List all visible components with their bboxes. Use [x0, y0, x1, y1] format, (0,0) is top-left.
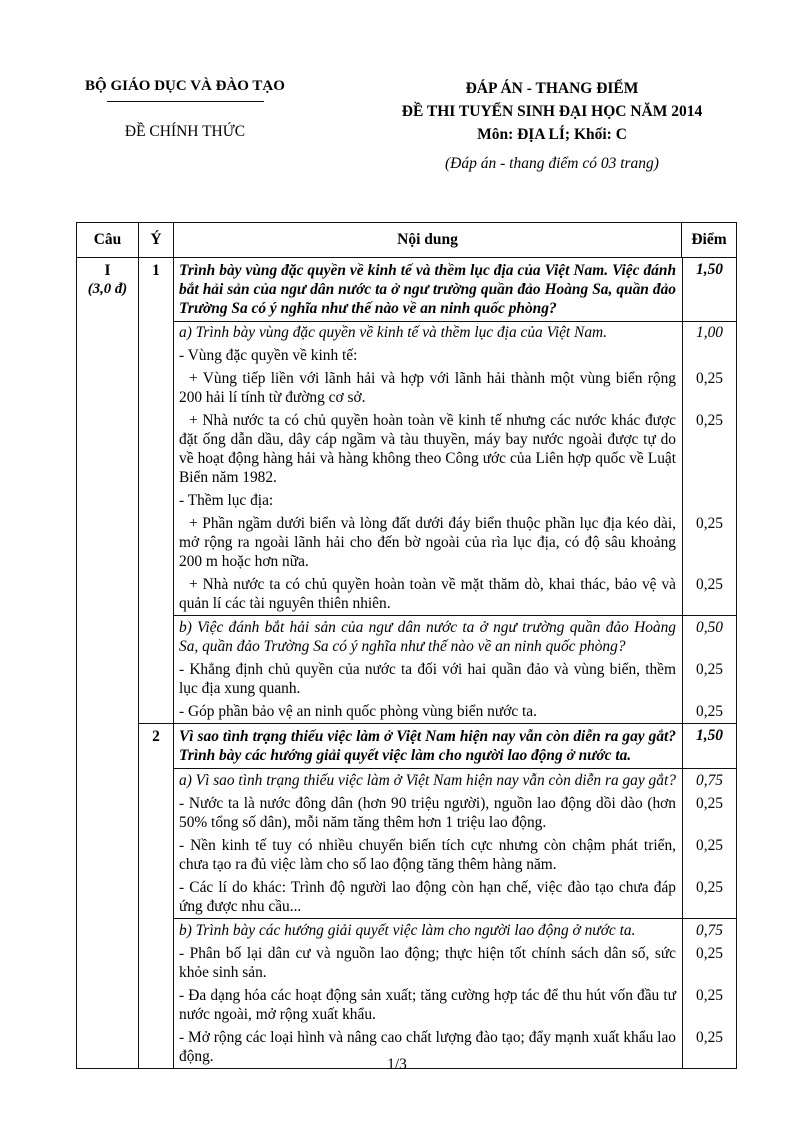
table-row [174, 942, 736, 984]
table-row [174, 769, 736, 792]
content-paragraph: + Nhà nước ta có chủ quyền hoàn toàn về mặt thăm dò, khai thác, bảo vệ và quản lí các tài nguyên thiên nhiên. [179, 576, 676, 613]
content-paragraph: - Góp phần bảo vệ an ninh quốc phòng vùng biển nước ta. [179, 703, 537, 721]
content-paragraph: a) Vì sao tình trạng thiếu việc làm ở Việt Nam hiện nay vẫn còn diễn ra gay gắt? [179, 771, 676, 789]
table-row [174, 724, 736, 768]
question-points: (3,0 đ) [87, 281, 128, 297]
header-left [70, 77, 300, 141]
content-paragraph: Trình bày vùng đặc quyền về kinh tế và thềm lục địa của Việt Nam. Việc đánh bắt hải sản của ngư dân nước ta ở ngư trường quần đảo Hoàng Sa, quần đảo Trường Sa có ý nghĩa như thế nào về an ninh quốc phòng? [179, 261, 676, 317]
table-row [174, 919, 736, 942]
score-cell: 0,25 [682, 410, 736, 490]
content-paragraph: + Vùng tiếp liền với lãnh hải và hợp với lãnh hải thành một vùng biển rộng 200 hải lí tính từ đường cơ sở. [179, 370, 676, 407]
header-underline [107, 101, 264, 102]
table-row [174, 345, 736, 368]
table-row [174, 616, 736, 658]
content-paragraph: + Phần ngầm dưới biển và lòng đất dưới đáy biển thuộc phần lục địa kéo dài, mở rộng ra ngoài lãnh hải cho đến bờ ngoài của rìa lục địa, có độ sâu khoảng 200 m hoặc hơn nữa. [179, 515, 676, 571]
content-paragraph: - Thềm lục địa: [179, 492, 274, 510]
col-header-y: Ý [139, 223, 174, 258]
score-cell: 0,25 [682, 834, 736, 876]
score-cell: 0,25 [682, 368, 736, 410]
content-paragraph: - Mở rộng các loại hình và nâng cao chất lượng đào tạo; đẩy mạnh xuất khẩu lao động. [179, 1028, 676, 1065]
answer-section [174, 723, 736, 768]
score-cell: 0,25 [682, 700, 736, 723]
score-cell: 0,25 [682, 942, 736, 984]
score-cell: 0,25 [682, 792, 736, 834]
table-row [174, 658, 736, 700]
pages-note: (Đáp án - thang điểm có 03 trang) [445, 155, 659, 172]
content-paragraph: - Các lí do khác: Trình độ người lao động còn hạn chế, việc đào tạo chưa đáp ứng được nhu cầu... [179, 878, 676, 915]
content-paragraph: a) Trình bày vùng đặc quyền về kinh tế và thềm lục địa của Việt Nam. [179, 324, 607, 342]
score-cell: 0,25 [682, 574, 736, 616]
table-row [174, 876, 736, 918]
score-cell: 0,25 [682, 1026, 736, 1068]
content-paragraph: - Nước ta là nước đông dân (hơn 90 triệu người), nguồn lao động dồi dào (hơn 50% tổng số dân), mỗi năm tăng thêm hơn 1 triệu lao động. [179, 794, 676, 831]
sub-question-number-cell: 2 [139, 723, 174, 1067]
table-row [174, 984, 736, 1026]
content-paragraph: b) Trình bày các hướng giải quyết việc làm cho người lao động ở nước ta. [179, 921, 636, 939]
score-cell: 0,75 [682, 919, 736, 942]
table-row [174, 792, 736, 834]
col-header-noidung: Nội dung [174, 223, 682, 258]
score-cell [682, 345, 736, 368]
score-cell: 0,25 [682, 876, 736, 918]
score-cell: 0,25 [682, 513, 736, 574]
exam-type-label: ĐỀ CHÍNH THỨC [124, 123, 246, 140]
content-paragraph: - Nền kinh tế tuy có nhiều chuyển biến tích cực nhưng còn chậm phát triển, chưa tạo ra đủ việc làm cho số lao động tăng thêm hàng năm. [179, 836, 676, 873]
score-cell: 1,50 [682, 724, 736, 768]
answer-section [174, 258, 736, 321]
col-header-diem: Điểm [682, 223, 736, 258]
table-row [174, 834, 736, 876]
content-paragraph: + Nhà nước ta có chủ quyền hoàn toàn về kinh tế nhưng các nước khác được đặt ống dẫn dầu, dây cáp ngầm và tàu thuyền, máy bay nước ngoài được tự do về hoạt động hàng hải và hàng không theo Công ước của Liên hợp quốc về Luật Biển năm 1982. [179, 412, 676, 487]
exam-title: ĐỀ THI TUYỂN SINH ĐẠI HỌC NĂM 2014 [401, 103, 703, 120]
content-paragraph: b) Việc đánh bắt hải sản của ngư dân nước ta ở ngư trường quần đảo Hoàng Sa, quần đảo Trường Sa có ý nghĩa như thế nào về an ninh quốc phòng? [179, 619, 676, 656]
answer-section [174, 321, 736, 616]
answer-key-title: ĐÁP ÁN - THANG ĐIỂM [465, 80, 639, 97]
content-paragraph: - Khẳng định chủ quyền của nước ta đối với hai quần đảo và vùng biển, thềm lục địa xung quanh. [179, 661, 676, 698]
score-cell: 0,25 [682, 658, 736, 700]
col-header-cau: Câu [77, 223, 139, 258]
score-cell [682, 490, 736, 513]
page-number: 1/3 [387, 1056, 407, 1073]
answer-table [76, 222, 737, 1069]
ministry-name: BỘ GIÁO DỤC VÀ ĐÀO TẠO [85, 78, 285, 94]
question-number: I [104, 262, 111, 279]
subject-line: Môn: ĐỊA LÍ; Khối: C [477, 126, 627, 143]
content-paragraph: - Phân bố lại dân cư và nguồn lao động; thực hiện tốt chính sách dân số, sức khỏe sinh sản. [179, 944, 676, 981]
score-cell: 1,50 [682, 258, 736, 321]
table-row [174, 410, 736, 490]
score-cell: 0,25 [682, 984, 736, 1026]
question-number-cell [77, 258, 139, 1068]
sub-question-number-cell: 1 [139, 258, 174, 723]
score-cell: 0,75 [682, 769, 736, 792]
score-cell: 0,50 [682, 616, 736, 658]
content-paragraph: Vì sao tình trạng thiếu việc làm ở Việt Nam hiện nay vẫn còn diễn ra gay gắt? Trình bày các hướng giải quyết việc làm cho người lao động ở nước ta. [179, 728, 676, 765]
score-cell: 1,00 [682, 322, 736, 345]
content-paragraph: - Vùng đặc quyền về kinh tế: [179, 347, 358, 365]
answer-section [174, 768, 736, 918]
table-row [174, 574, 736, 616]
table-row [174, 700, 736, 723]
table-row [174, 322, 736, 345]
answer-section [174, 918, 736, 1068]
answer-section [174, 615, 736, 723]
content-paragraph: - Đa dạng hóa các hoạt động sản xuất; tăng cường hợp tác để thu hút vốn đầu tư nước ngoài, mở rộng xuất khẩu. [179, 986, 676, 1023]
header-right [372, 77, 732, 173]
table-row [174, 490, 736, 513]
table-row [174, 513, 736, 574]
table-row [174, 368, 736, 410]
table-row [174, 258, 736, 321]
